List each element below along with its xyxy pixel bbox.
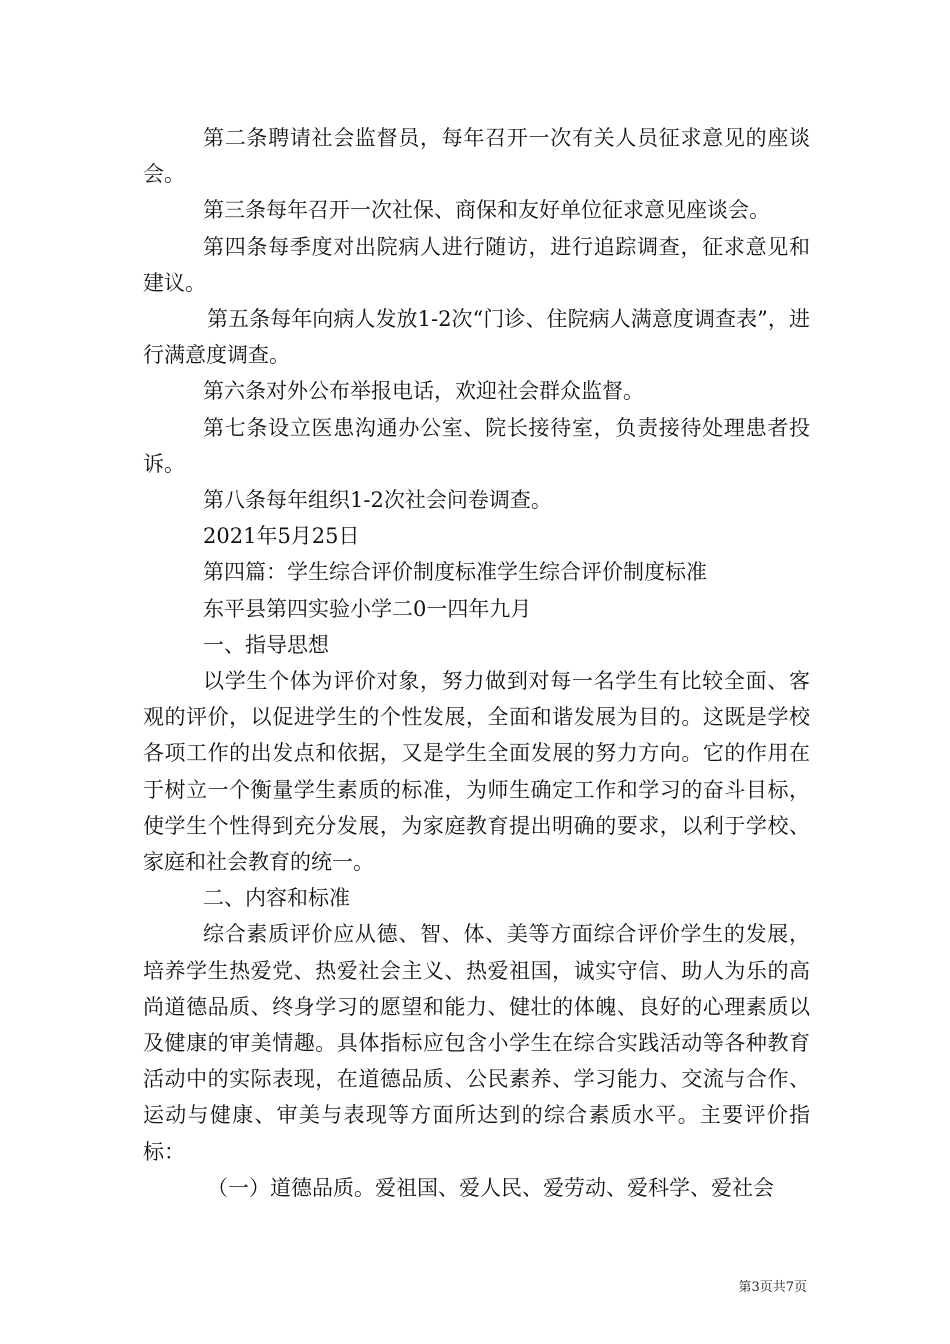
paragraph-moral-quality: （一）道德品质。爱祖国、爱人民、爱劳动、爱科学、爱社会	[207, 1175, 774, 1200]
paragraph-article-6: 第六条对外公布举报电话，欢迎社会群众监督。	[203, 379, 644, 404]
paragraph-article-2: 第二条聘请社会监督员，每年召开一次有关人员征求意见的座谈会。	[143, 126, 810, 187]
paragraph-article-8: 第八条每年组织1-2次社会问卷调查。	[203, 488, 552, 513]
paragraph-guiding-principle: 以学生个体为评价对象，努力做到对每一名学生有比较全面、客观的评价，以促进学生的个性发展，全面和谐发展为目的。这既是学校各项工作的出发点和依据，又是学生全面发展的努力方向。它的作用在于树立一个衡量学生素质的标准，为师生确定工作和学习的奋斗目标，使学生个性得到充分发展，为家庭教育提出明确的要求，以利于学校、家庭和社会教育的统一。	[143, 669, 810, 875]
heading-content-standards: 二、内容和标准	[203, 886, 350, 911]
paragraph-article-3: 第三条每年召开一次社保、商保和友好单位征求意见座谈会。	[203, 198, 770, 223]
paragraph-article-4: 第四条每季度对出院病人进行随访，进行追踪调查，征求意见和建议。	[143, 234, 810, 295]
paragraph-article-5: 第五条每年向病人发放1-2次“门诊、住院病人满意度调查表”，进行满意度调查。	[143, 307, 810, 368]
heading-guiding-principle: 一、指导思想	[203, 632, 329, 657]
page-number: 第3页共7页	[738, 1280, 807, 1295]
paragraph-date: 2021年5月25日	[203, 524, 360, 549]
school-line: 东平县第四实验小学二0一四年九月	[203, 596, 532, 621]
paragraph-content-standards: 综合素质评价应从德、智、体、美等方面综合评价学生的发展，培养学生热爱党、热爱社会主义、热爱祖国，诚实守信、助人为乐的高尚道德品质、终身学习的愿望和能力、健壮的体魄、良好的心理素质以及健康的审美情趣。具体指标应包含小学生在综合实践活动等各种教育活动中的实际表现，在道德品质、公民素养、学习能力、交流与合作、运动与健康、审美与表现等方面所达到的综合素质水平。主要评价指标：	[143, 922, 810, 1164]
paragraph-article-7: 第七条设立医患沟通办公室、院长接待室，负责接待处理患者投诉。	[143, 415, 810, 476]
document-body	[143, 120, 810, 1206]
section-title: 第四篇：学生综合评价制度标准学生综合评价制度标准	[203, 560, 707, 585]
